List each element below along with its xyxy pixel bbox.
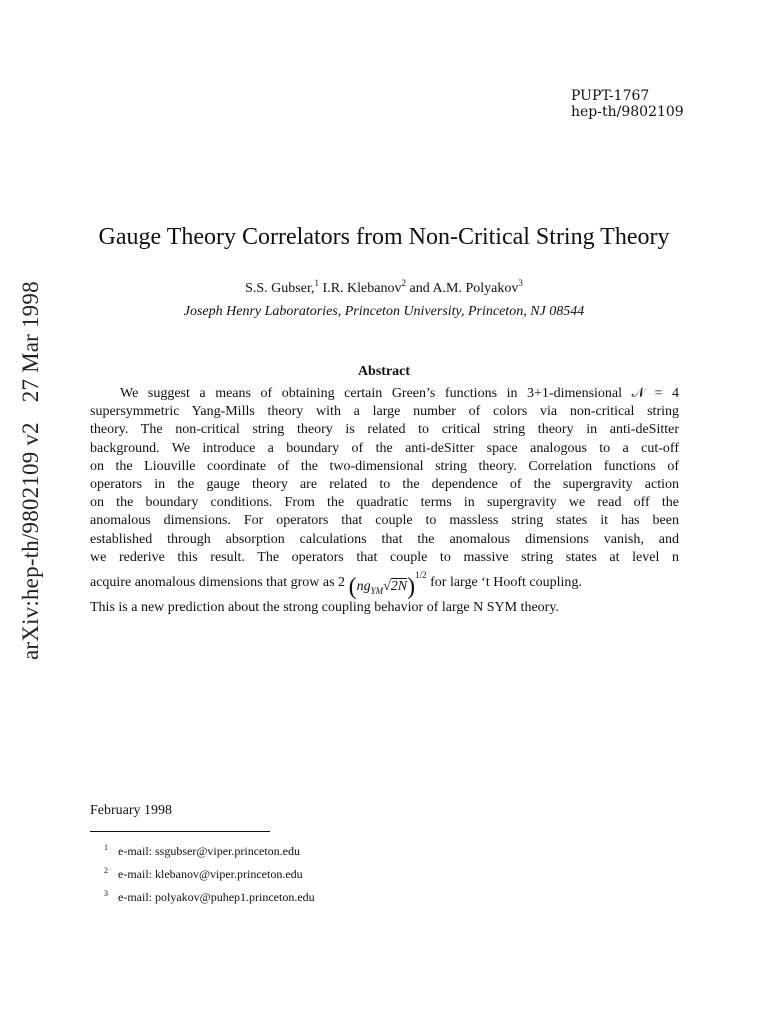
footnote-marker: 2 (104, 866, 108, 875)
abstract-line: on the Liouville coordinate of the two-dimensional string theory. Correlation functions of (90, 458, 679, 474)
formula-exponent: 1/2 (415, 569, 427, 580)
footnote-marker: 2 (401, 278, 406, 288)
arxiv-id: arXiv:hep-th/9802109 v2 (18, 422, 43, 660)
footnotes (104, 838, 315, 907)
author-name: S.S. Gubser, (245, 281, 315, 296)
abstract-line: theory. The non-critical string theory is related to critical string theory in anti-deSitter (90, 422, 679, 438)
footnote (104, 838, 315, 861)
arxiv-side-stamp (18, 240, 44, 660)
report-number-block (571, 88, 684, 120)
abstract-line: This is a new prediction about the strong coupling behavior of large N SYM theory. (90, 599, 559, 615)
footnote-rule (90, 831, 270, 832)
abstract-line: operators in the gauge theory are related to the dependence of the supergravity action (90, 476, 679, 492)
footnote-text: e-mail: polyakov@puhep1.princeton.edu (118, 890, 315, 904)
author-name: I.R. Klebanov (322, 281, 402, 296)
abstract-line: anomalous dimensions. For operators that couple to massless string states it has been (90, 513, 679, 529)
abstract-heading: Abstract (357, 364, 411, 379)
paper-date: February 1998 (90, 803, 173, 818)
author-line (0, 278, 768, 297)
formula-inner: ng (356, 578, 371, 594)
footnote-marker: 3 (104, 889, 108, 898)
author-conjunction: and (409, 281, 430, 296)
footnote-marker: 1 (314, 278, 320, 288)
footnote-marker: 3 (518, 278, 523, 288)
footnote-text: e-mail: klebanov@viper.princeton.edu (118, 867, 303, 881)
author-name: A.M. Polyakov (432, 281, 519, 296)
abstract-line: established through absorption calculations that the anomalous dimensions vanish, and (90, 531, 679, 547)
affiliation: Joseph Henry Laboratories, Princeton University, Princeton, NJ 08544 (183, 304, 585, 319)
sqrt-icon: √ (383, 578, 391, 594)
formula-lead-text: acquire anomalous dimensions that grow as 2 (90, 574, 346, 590)
abstract-formula-line (90, 567, 679, 599)
abstract-line: on the boundary conditions. From the quadratic terms in supergravity we read off the (90, 495, 679, 511)
scaling-formula: $(ng_{YM}√2N)^{1/2}$ (348, 569, 427, 600)
formula-root: 2N (390, 578, 408, 594)
report-number: PUPT-1767 (571, 88, 650, 104)
formula-subscript: YM (370, 585, 384, 596)
footnote (104, 884, 315, 907)
formula-trail-text: for large ‘t Hooft coupling. (430, 574, 582, 590)
preprint-id: hep-th/9802109 (571, 104, 684, 120)
arxiv-date: 27 Mar 1998 (18, 281, 43, 403)
abstract-line: we rederive this result. The operators that couple to massive string states at level n (90, 549, 679, 565)
footnote-text: e-mail: ssgubser@viper.princeton.edu (118, 844, 301, 858)
footnote (104, 861, 315, 884)
paper-title: Gauge Theory Correlators from Non-Critical String Theory (98, 224, 670, 250)
footnote-marker: 1 (104, 843, 108, 852)
abstract-line: background. We introduce a boundary of the anti-deSitter space analogous to a cut-off (90, 440, 679, 456)
abstract-body (90, 385, 679, 617)
abstract-line: supersymmetric Yang-Mills theory with a large number of colors via non-critical string (90, 404, 679, 420)
abstract-line: We suggest a means of obtaining certain Green’s functions in 3+1-dimensional 𝒩 = 4 (120, 386, 679, 401)
